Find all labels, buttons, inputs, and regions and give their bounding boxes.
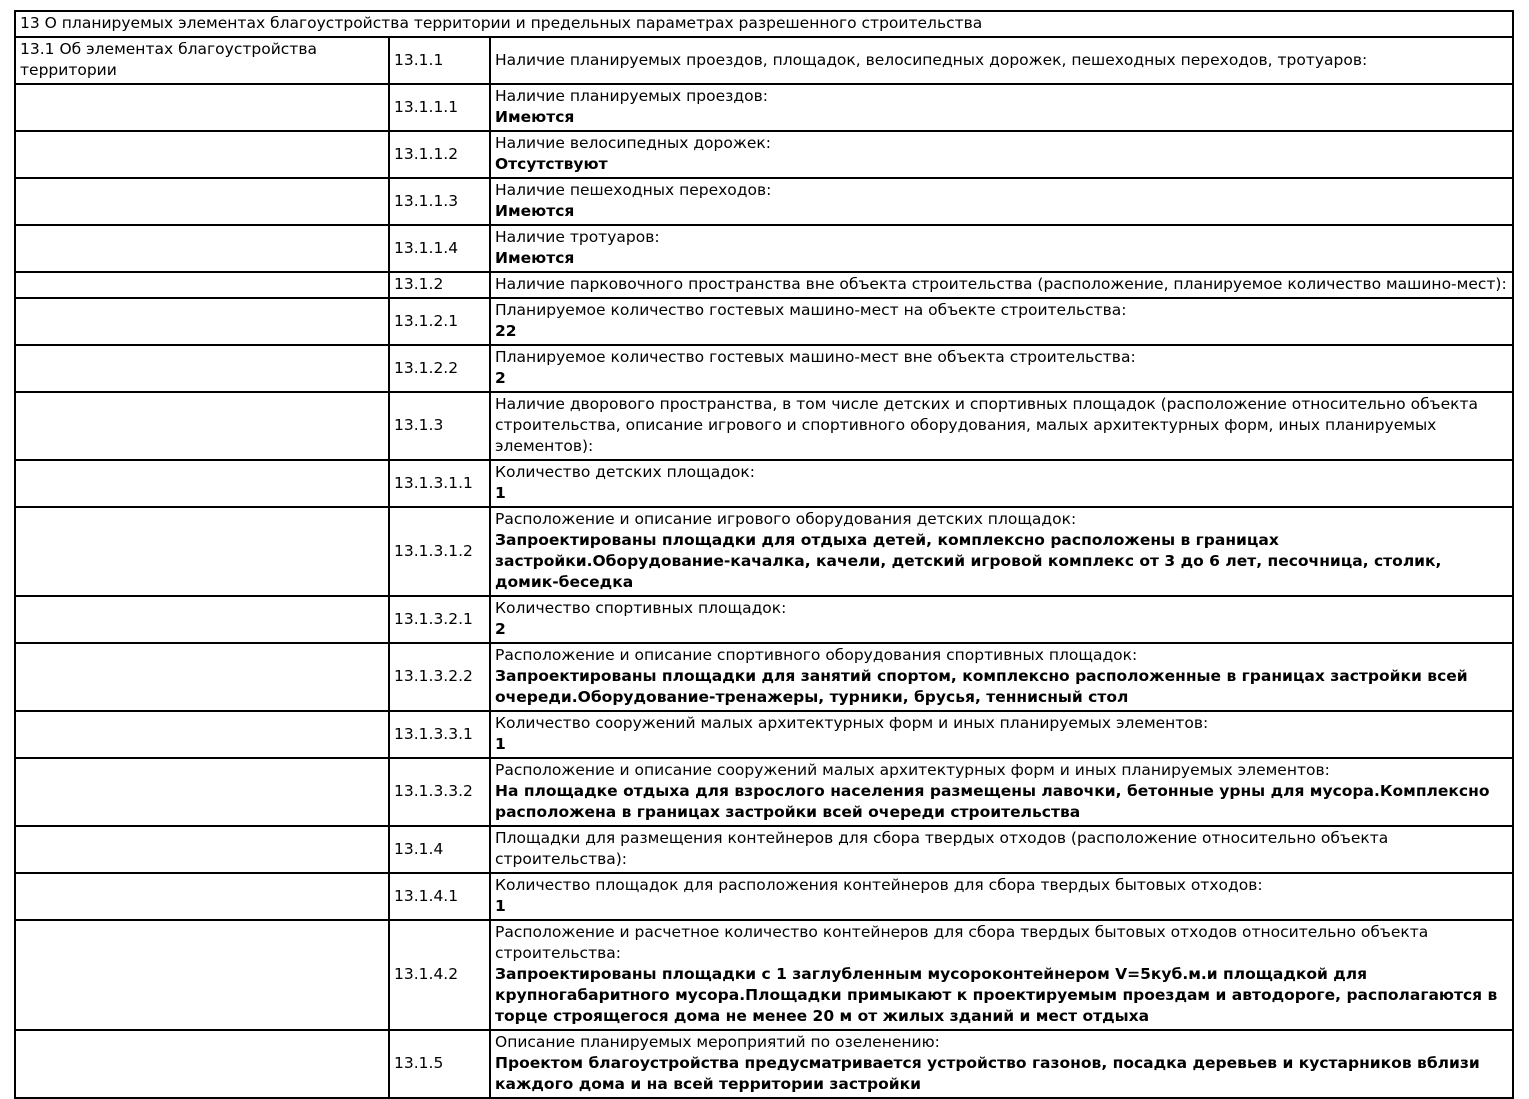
row-number-cell: 13.1.1 bbox=[389, 37, 490, 84]
row-number-cell: 13.1.1.1 bbox=[389, 84, 490, 131]
field-label: Наличие планируемых проездов, площадок, велосипедных дорожек, пешеходных переходов, тротуаров: bbox=[495, 50, 1368, 69]
declaration-table bbox=[14, 10, 1514, 1099]
content-cell bbox=[490, 920, 1513, 1030]
field-value: Отсутствуют bbox=[495, 155, 608, 173]
content-cell bbox=[490, 272, 1513, 298]
content-cell bbox=[490, 596, 1513, 643]
field-label: Наличие дворового пространства, в том числе детских и спортивных площадок (расположение относительно объекта строительства, описание игрового и спортивного оборудования, малых архитектурных форм, иных планируемых элементов): bbox=[495, 395, 1479, 455]
table-row bbox=[15, 643, 1513, 711]
field-label: Количество площадок для расположения контейнеров для сбора твердых бытовых отходов: bbox=[495, 876, 1263, 894]
row-number-cell: 13.1.4 bbox=[389, 826, 490, 873]
row-number-cell: 13.1.3 bbox=[389, 392, 490, 460]
table-row bbox=[15, 920, 1513, 1030]
section-cell bbox=[15, 392, 389, 460]
field-label: Расположение и расчетное количество контейнеров для сбора твердых бытовых отходов относительно объекта строительства: bbox=[495, 923, 1429, 962]
content-cell bbox=[490, 345, 1513, 392]
content-cell bbox=[490, 37, 1513, 84]
field-label: Расположение и описание сооружений малых архитектурных форм и иных планируемых элементов: bbox=[495, 761, 1330, 779]
content-cell bbox=[490, 131, 1513, 178]
table-row bbox=[15, 272, 1513, 298]
table-row bbox=[15, 460, 1513, 507]
field-label: Наличие велосипедных дорожек: bbox=[495, 134, 771, 152]
row-number-cell: 13.1.3.1.1 bbox=[389, 460, 490, 507]
field-value: 1 bbox=[495, 897, 506, 915]
table-row bbox=[15, 225, 1513, 272]
section-cell bbox=[15, 272, 389, 298]
field-label: Планируемое количество гостевых машино-мест вне объекта строительства: bbox=[495, 348, 1136, 366]
row-number-cell: 13.1.5 bbox=[389, 1030, 490, 1098]
field-label: Количество спортивных площадок: bbox=[495, 599, 787, 617]
field-value: Имеются bbox=[495, 202, 575, 220]
field-value: Имеются bbox=[495, 108, 575, 126]
section-cell bbox=[15, 826, 389, 873]
row-number-cell: 13.1.3.3.1 bbox=[389, 711, 490, 758]
field-label: Наличие тротуаров: bbox=[495, 228, 660, 246]
content-cell bbox=[490, 758, 1513, 826]
table-row bbox=[15, 711, 1513, 758]
row-number-cell: 13.1.3.2.2 bbox=[389, 643, 490, 711]
content-cell bbox=[490, 84, 1513, 131]
row-number-cell: 13.1.1.4 bbox=[389, 225, 490, 272]
field-value: Запроектированы площадки для занятий спортом, комплексно расположенные в границах застройки всей очереди.Оборудование-тренажеры, турники, брусья, теннисный стол bbox=[495, 667, 1468, 706]
field-value: 22 bbox=[495, 322, 517, 340]
section-cell bbox=[15, 131, 389, 178]
field-value: Имеются bbox=[495, 249, 575, 267]
field-value: На площадке отдыха для взрослого населения размещены лавочки, бетонные урны для мусора.Комплексно расположена в границах застройки всей очереди строительства bbox=[495, 782, 1490, 821]
table-row bbox=[15, 131, 1513, 178]
content-cell bbox=[490, 507, 1513, 596]
field-value: Запроектированы площадки для отдыха детей, комплексно расположены в границах застройки.Оборудование-качалка, качели, детский игровой комплекс от 3 до 6 лет, песочница, столик, домик-беседка bbox=[495, 531, 1442, 591]
content-cell bbox=[490, 1030, 1513, 1098]
table-row bbox=[15, 826, 1513, 873]
table-row bbox=[15, 84, 1513, 131]
row-number-cell: 13.1.2.1 bbox=[389, 298, 490, 345]
field-value: 1 bbox=[495, 735, 506, 753]
field-label: Наличие планируемых проездов: bbox=[495, 87, 768, 105]
field-label: Описание планируемых мероприятий по озеленению: bbox=[495, 1033, 940, 1051]
content-cell bbox=[490, 873, 1513, 920]
section-cell bbox=[15, 711, 389, 758]
field-label: Планируемое количество гостевых машино-мест на объекте строительства: bbox=[495, 301, 1127, 319]
row-number-cell: 13.1.1.2 bbox=[389, 131, 490, 178]
table-row bbox=[15, 507, 1513, 596]
field-value: 2 bbox=[495, 369, 506, 387]
field-value: Запроектированы площадки с 1 заглубленным мусороконтейнером V=5куб.м.и площадкой для крупногабаритного мусора.Площадки примыкают к проектируемым проездам и автодороге, располагаются в торце строящегося дома не менее 20 м от жилых зданий и мест отдыха bbox=[495, 965, 1498, 1025]
section-cell bbox=[15, 298, 389, 345]
section-cell: 13.1 Об элементах благоустройства территории bbox=[15, 37, 389, 84]
row-number-cell: 13.1.2.2 bbox=[389, 345, 490, 392]
row-number-cell: 13.1.3.1.2 bbox=[389, 507, 490, 596]
content-cell bbox=[490, 225, 1513, 272]
row-number-cell: 13.1.1.3 bbox=[389, 178, 490, 225]
field-value: 1 bbox=[495, 484, 506, 502]
field-label: Количество сооружений малых архитектурных форм и иных планируемых элементов: bbox=[495, 714, 1209, 732]
table-row bbox=[15, 345, 1513, 392]
document-page bbox=[14, 10, 1514, 1099]
row-number-cell: 13.1.3.3.2 bbox=[389, 758, 490, 826]
section-cell bbox=[15, 1030, 389, 1098]
field-value: Проектом благоустройства предусматривается устройство газонов, посадка деревьев и кустарников вблизи каждого дома и на всей территории застройки bbox=[495, 1054, 1480, 1093]
table-row bbox=[15, 392, 1513, 460]
section-cell bbox=[15, 507, 389, 596]
table-row bbox=[15, 1030, 1513, 1098]
field-label: Количество детских площадок: bbox=[495, 463, 756, 481]
section-cell bbox=[15, 178, 389, 225]
content-cell bbox=[490, 460, 1513, 507]
table-row bbox=[15, 178, 1513, 225]
field-label: Расположение и описание игрового оборудования детских площадок: bbox=[495, 510, 1077, 528]
field-label: Площадки для размещения контейнеров для сбора твердых отходов (расположение относительно объекта строительства): bbox=[495, 829, 1389, 868]
field-label: Наличие пешеходных переходов: bbox=[495, 181, 772, 199]
table-row bbox=[15, 596, 1513, 643]
content-cell bbox=[490, 711, 1513, 758]
content-cell bbox=[490, 178, 1513, 225]
content-cell bbox=[490, 643, 1513, 711]
field-value: 2 bbox=[495, 620, 506, 638]
table-row bbox=[15, 873, 1513, 920]
section-cell bbox=[15, 873, 389, 920]
field-label: Наличие парковочного пространства вне объекта строительства (расположение, планируемое количество машино-мест): bbox=[495, 275, 1507, 293]
section-cell bbox=[15, 225, 389, 272]
section-cell bbox=[15, 758, 389, 826]
table-body bbox=[15, 37, 1513, 1098]
section-cell bbox=[15, 460, 389, 507]
section-13-header: 13 О планируемых элементах благоустройства территории и предельных параметрах разрешенного строительства bbox=[15, 11, 1513, 37]
section-cell bbox=[15, 920, 389, 1030]
section-cell bbox=[15, 345, 389, 392]
table-row bbox=[15, 298, 1513, 345]
row-number-cell: 13.1.4.1 bbox=[389, 873, 490, 920]
section-cell bbox=[15, 84, 389, 131]
row-number-cell: 13.1.2 bbox=[389, 272, 490, 298]
field-label: Расположение и описание спортивного оборудования спортивных площадок: bbox=[495, 646, 1138, 664]
row-number-cell: 13.1.4.2 bbox=[389, 920, 490, 1030]
table-row bbox=[15, 37, 1513, 84]
content-cell bbox=[490, 392, 1513, 460]
section-cell bbox=[15, 643, 389, 711]
content-cell bbox=[490, 826, 1513, 873]
section-cell bbox=[15, 596, 389, 643]
content-cell bbox=[490, 298, 1513, 345]
table-header-row bbox=[15, 11, 1513, 37]
row-number-cell: 13.1.3.2.1 bbox=[389, 596, 490, 643]
table-row bbox=[15, 758, 1513, 826]
